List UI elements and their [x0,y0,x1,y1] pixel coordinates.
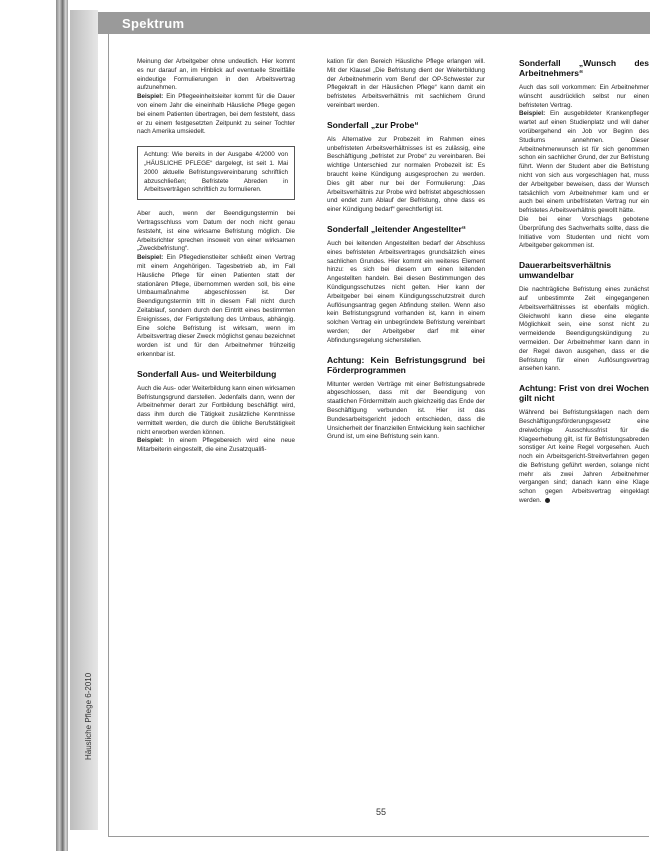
paragraph: Die bei einer Vorschlags gebotene Überprüfung des Sachverhalts sollte, dass die Initiative vom Studenten und nicht vom Arbeitgeber gekommen ist. [519,215,649,250]
section-title: Spektrum [122,15,185,31]
paragraph: Mitunter werden Verträge mit einer Befristungsabrede abgeschlossen, dass mit der Beendigung von staatlichen Fördermitteln auch gleichzeitig das Ende der Beschäftigung verbunden ist. Hier ist das Bundesarbeitsgericht jedoch entschieden, dass die Unsicherheit der finanziellen Entwicklung kein sachlicher Grund ist, um eine Befristung sein kann. [327,380,485,441]
section-heading: Sonderfall Aus- und Weiterbildung [137,368,277,379]
text-column-1 [137,58,295,455]
section-heading: Sonderfall „leitender Angestellter“ [327,223,467,234]
paragraph [137,254,295,360]
paragraph-text: Ein ausgebildeter Krankenpfleger wartet auf einen Studienplatz und will daher vorübergehend ein Job vor Beginn des Studiums annehmen. Dieser Arbeitnehmerwunsch ist für sich genommen schon ein sachlicher Grund, der zur Befristung führt. Wenn der Student aber die Befristung nicht von sich aus vorgeschlagen hat, muss der Arbeitgeber beweisen, dass der Wunsch tatsächlich vom Arbeitnehmer kam und er auch bei einem unbefristeten Vertrag nur ein befristetes Arbeitsverhältnis gewollt hätte. [519,110,649,215]
paragraph [137,437,295,455]
paragraph: Meinung der Arbeitgeber ohne undeutlich. Hier kommt es nur darauf an, im Hinblick auf eventuelle Streitfälle eindeutige Formulierungen in den Arbeitsvertrag aufzunehmen. [137,58,295,92]
callout-box: Achtung: Wie bereits in der Ausgabe 4/2000 von „HÄUSLICHE PFLEGE“ dargelegt, ist seit 1. Mai 2000 aktuelle Befristungsvereinbarung schriftlich abzuschließen; Befristete Abreden in Arbeitsverträgen schriftlich zu formulieren. [137,146,295,200]
paragraph-lead: Beispiel: [137,93,164,101]
paragraph: Auch bei leitenden Angestellten bedarf der Abschluss eines befristeten Arbeitsvertrages grundsätzlich eines sachlichen Grundes. Hier kommt ein weiteres Element hinzu: es sich bei diesem um einen leitenden Angestellten handeln. Bei diesen Bestimmungen des Kündigungsschutzes nicht gelten. Hier kann der Arbeitgeber bei einem Kündigungsschutzstreit durch Auflösungsantrag gegen Abfindung stellen. Wenn also kein Befristungsgrund vorhanden ist, kann in einem solchen Vertrag ein unbegründete Befristung vereinbart werden; der Arbeitgeber darf mit einer Abfindungsregelung sicherstellen. [327,239,485,344]
footer-rule [108,836,649,837]
paragraph-text: In einem Pflegebereich wird eine neue Mitarbeiterin eingestellt, die eine Zusatzqualifi- [137,437,295,454]
section-heading: Dauerarbeitsverhältnis umwandelbar [519,260,612,281]
paragraph: Auch das soll vorkommen: Ein Arbeitnehmer wünscht ausdrücklich selbst nur einen befristeten Vertrag. [519,84,649,109]
page-binding-edge [56,0,68,851]
paragraph-lead: Beispiel: [519,110,546,118]
page-number: 55 [376,807,387,817]
paragraph: Die nachträgliche Befristung eines zunächst auf unbestimmte Zeit eingegangenen Arbeitsverhältnisses ist ebenfalls möglich. Gleichwohl kann diese eine elegante Möglichkeit sein, eine sonst nicht zu vermeidende Beendigungskündigung zu vermeiden. Der Arbeitnehmer kann dann in der Regel davon ausgehen, dass er die Befristung für einen Auflösungsvertrag ansehen kann. [519,286,649,373]
paragraph-text: Während bei Befristungsklagen nach dem Beschäftigungsförderungsgesetz eine dreiwöchige Ausschlussfrist für die Klageerhebung gilt, ist für Befristungsabreden sonstiger Art keine Regel vorgesehen. Auch noch ein Arbeitsgericht-Streitverfahren gegen die Befristung geführt werden, solange nicht mehr als zwei Jahren Arbeitnehmer vergangen sind; danach kann eine Klage schon gegen Arbeitsvertrag eingeklagt werden. [519,409,649,505]
section-heading: Achtung: Kein Befristungsgrund bei Förderprogrammen [327,354,485,375]
paragraph: Als Alternative zur Probezeit im Rahmen eines unbefristeten Arbeitsverhältnisses ist es zulässig, eine Beschäftigung „befristet zur Probe“ zu vereinbaren. Bei wichtige Unterschied zur normalen Probezeit ist: Es braucht keine Kündigung ausgesprochen zu werden. Dies gilt aber nur bei der Formulierung: „Das Arbeitsverhältnis zur Probe wird befristet abgeschlossen und endet zum Ablauf der Befristung, ohne dass es einer Kündigung bedarf“ gerechtfertigt ist. [327,135,485,214]
section-heading: Sonderfall „Wunsch des Arbeitnehmers“ [519,58,649,78]
section-heading: Sonderfall „zur Probe“ [327,119,419,130]
paragraph: Aber auch, wenn der Beendigungstermin bei Vertragsschluss vom Datum der noch nicht genau feststeht, ist eine wirksame Befristung möglich. Die Arbeitsrichter sprechen insoweit von einer wirksamen „Zweckbefristung“. [137,210,295,253]
text-column-2 [327,58,485,442]
text-column-3 [519,58,649,506]
paragraph-text: Ein Pflegedienstleiter schließt einen Vertrag mit einem Angehörigen. Tagesbetrieb ab, im Fall Häusliche Pflege für einen Patienten statt der stationären Pflege, übernommen werden soll, bis eine Umbaumaßnahme abgeschlossen ist. Der Beendigungstermin tritt in diesem Fall nicht durch Zeitablauf, sondern durch den Eintritt eines bestimmten Ereignisses, der Fertigstellung des Umbaus, abhängig. Eine solche Befristung ist wirksam, wenn im Arbeitsvertrag dieser Zweck möglichst genau bezeichnet worden ist und für den Arbeitnehmer frühzeitig erkennbar ist. [137,254,295,358]
paragraph-lead: Beispiel: [137,254,164,262]
article-end-icon [545,498,550,503]
paragraph [137,93,295,137]
paragraph: kation für den Bereich Häusliche Pflege erlangen will. Mit der Klausel „Die Befristung dient der Weiterbildung der Arbeitnehmerin vom Beruf der OP-Schwester zur Pflegekraft in der Häuslichen Pflege“ kann damit ein befristetes Arbeitsverhältnis mit sachlichem Grund vereinbart werden. [327,58,485,109]
paragraph-lead: Beispiel: [137,437,164,445]
section-heading: Achtung: Frist von drei Wochen gilt nicht [519,383,649,404]
margin-rule [108,12,109,837]
paragraph [519,409,649,506]
paragraph: Auch die Aus- oder Weiterbildung kann einen wirksamen Befristungsgrund darstellen. Jedenfalls dann, wenn der Arbeitnehmer derart zur Fortbildung beschäftigt wird, dass ihm durch die Tätigkeit zusätzliche Kenntnisse vermittelt werden, die durch die übliche Berufstätigkeit nicht erworben werden können. [137,384,295,436]
section-header-bar [98,12,650,34]
journal-reference: Häusliche Pflege 6-2010 [84,672,93,760]
paragraph-text: Ein Pflegeeinheitsleiter kommt für die Dauer von einem Jahr die eineinhalb Häusliche Pflege gegen bei einem Patienten übertragen, bei dem feststeht, dass er zu einem festgesetzten Zeitpunkt zu seiner Tochter nach Amerika umsiedelt. [137,93,295,136]
paragraph [519,110,649,216]
